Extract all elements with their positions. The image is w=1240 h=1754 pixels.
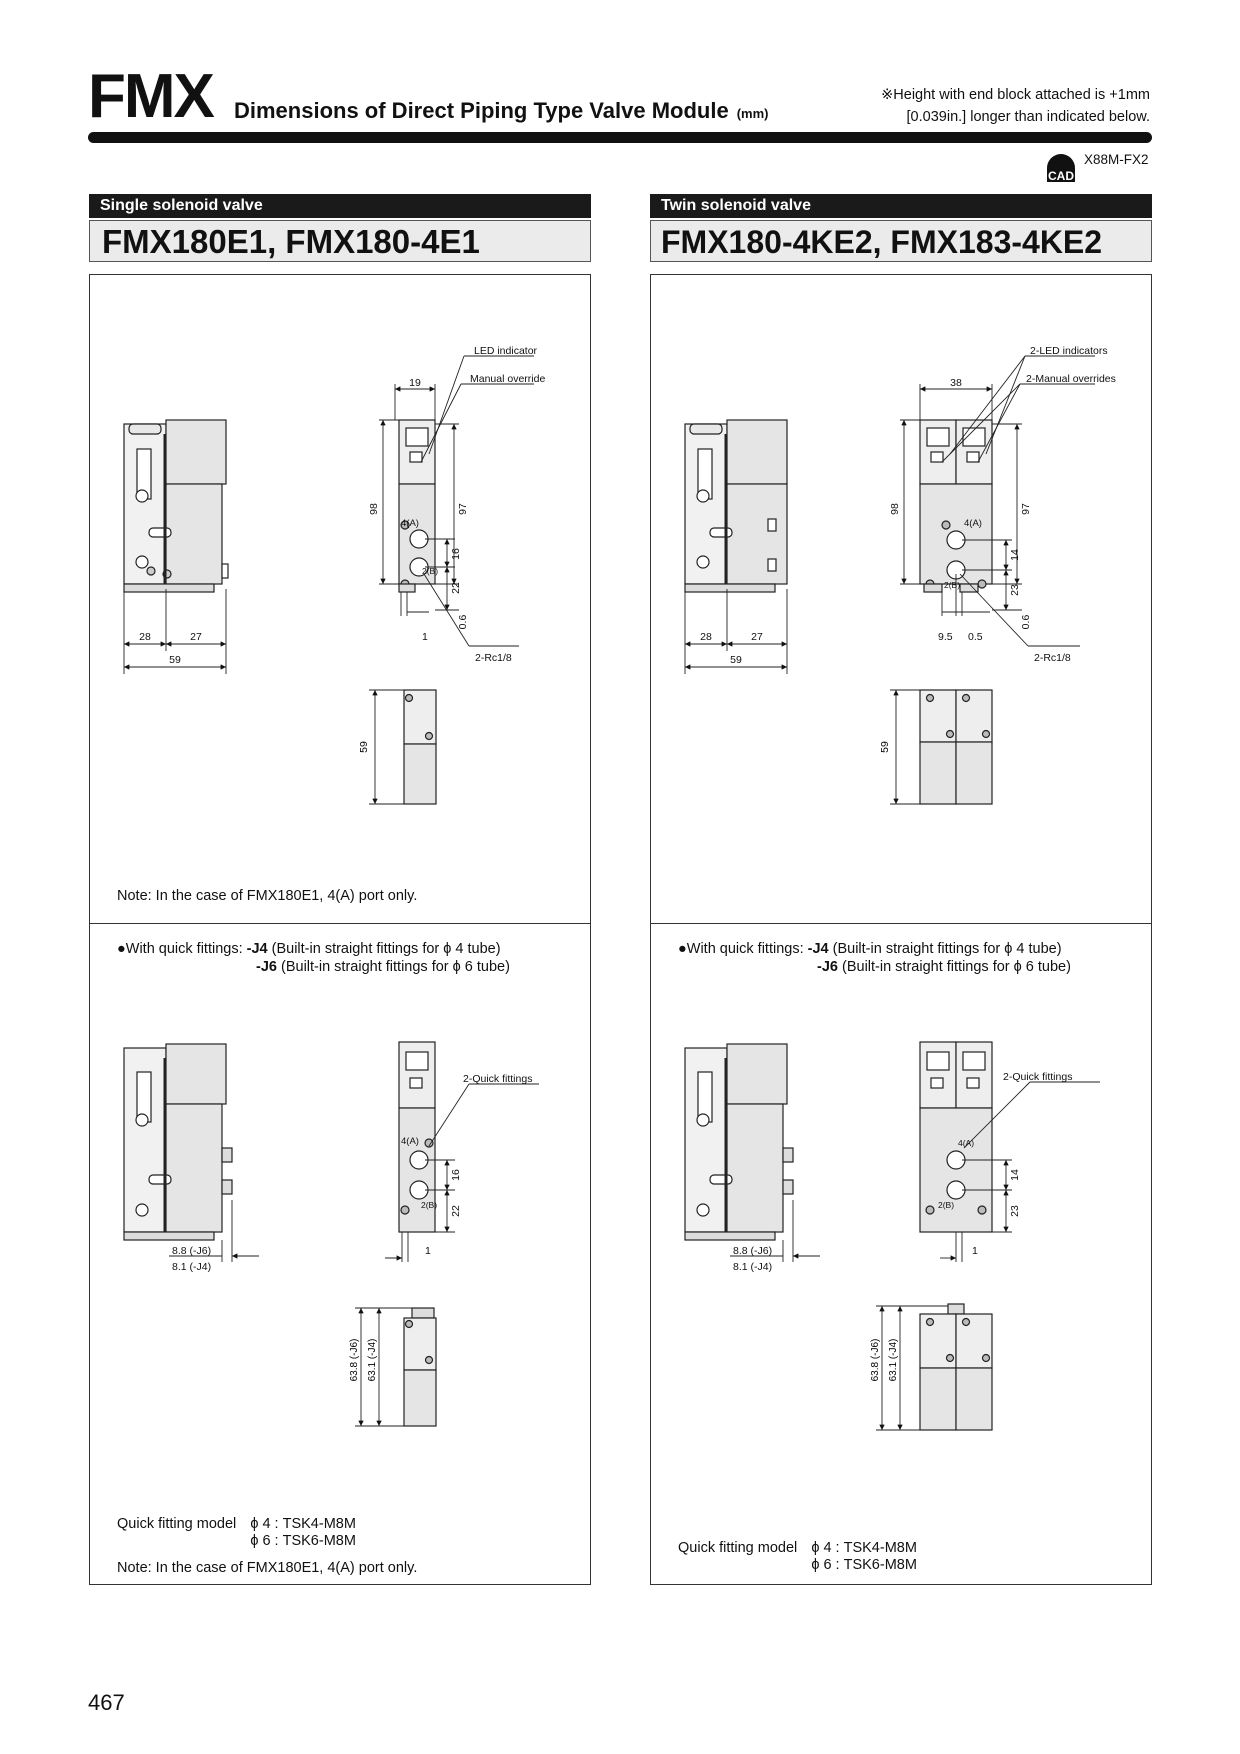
- dim-98: 98: [889, 503, 901, 515]
- port-2b-label: 2(B): [944, 580, 961, 590]
- dim-8-8: 8.8 (-J6): [733, 1245, 773, 1257]
- unit-label: (mm): [736, 106, 769, 121]
- dim-height-59: 59: [879, 741, 891, 753]
- dim-22: 22: [450, 1205, 462, 1217]
- port-2b-label: 2(B): [422, 566, 439, 576]
- port-2b-label: 2(B): [421, 1200, 438, 1210]
- j4-code: -J4: [807, 941, 829, 957]
- port-4a-label: 4(A): [401, 1136, 419, 1147]
- quick-model-6: ϕ 6 : TSK6-M8M: [811, 1557, 917, 1573]
- dim-0-6: 0.6: [1020, 614, 1032, 630]
- twin-quick-drawing: [650, 1000, 1152, 1500]
- cad-icon: [1045, 151, 1077, 183]
- port-4a-label: 4(A): [958, 1138, 975, 1148]
- j4-text: (Built-in straight fittings for ϕ 4 tube): [832, 941, 1062, 957]
- dim-97: 97: [457, 503, 469, 515]
- dim-38: 38: [950, 377, 962, 389]
- dim-16: 16: [450, 1169, 462, 1181]
- dim-height-59: 59: [358, 741, 370, 753]
- single-note-top: Note: In the case of FMX180E1, 4(A) port only.: [117, 888, 418, 904]
- single-quick-heading: [117, 940, 510, 976]
- j4-text: (Built-in straight fittings for ϕ 4 tube): [271, 941, 501, 957]
- twin-model-title: FMX180-4KE2, FMX183-4KE2: [650, 220, 1152, 262]
- dim-63-8: 63.8 (-J6): [349, 1338, 360, 1382]
- dim-8-8: 8.8 (-J6): [172, 1245, 212, 1257]
- port-2b-label: 2(B): [938, 1200, 955, 1210]
- height-note-line1: ※Height with end block attached is +1mm: [881, 87, 1150, 103]
- page-title-text: Dimensions of Direct Piping Type Valve Module: [234, 98, 729, 123]
- dim-97: 97: [1020, 503, 1032, 515]
- quick-intro: ●With quick fittings:: [117, 941, 243, 957]
- quick-model-label: Quick fitting model: [117, 1516, 237, 1532]
- quick-model-4: ϕ 4 : TSK4-M8M: [811, 1540, 917, 1556]
- j6-text: (Built-in straight fittings for ϕ 6 tube): [281, 959, 510, 975]
- dim-59: 59: [169, 654, 181, 666]
- port-rc-label: 2-Rc1/8: [1034, 652, 1071, 664]
- j6-text: (Built-in straight fittings for ϕ 6 tube): [842, 959, 1071, 975]
- dim-98: 98: [368, 503, 380, 515]
- quick-model-label: Quick fitting model: [678, 1540, 798, 1556]
- manual-override-label: Manual override: [470, 373, 546, 385]
- height-note: [850, 84, 1150, 128]
- quick-model-6: ϕ 6 : TSK6-M8M: [250, 1533, 356, 1549]
- single-drawing: [89, 274, 591, 834]
- dim-1: 1: [422, 631, 428, 643]
- port-4a-label: 4(A): [401, 518, 419, 529]
- single-quick-drawing: [89, 1000, 591, 1500]
- dim-23: 23: [1009, 1205, 1021, 1217]
- dim-27: 27: [190, 631, 202, 643]
- dim-22: 22: [450, 582, 462, 594]
- dim-8-1: 8.1 (-J4): [733, 1261, 773, 1273]
- page-title: [234, 98, 768, 124]
- dim-28: 28: [700, 631, 712, 643]
- led-indicator-label: LED indicator: [474, 345, 538, 357]
- quick-fittings-label: 2-Quick fittings: [463, 1073, 533, 1085]
- dim-9-5: 9.5: [938, 631, 953, 643]
- page-number: 467: [88, 1690, 125, 1715]
- dim-8-1: 8.1 (-J4): [172, 1261, 212, 1273]
- dim-14: 14: [1009, 549, 1021, 561]
- quick-model-4: ϕ 4 : TSK4-M8M: [250, 1516, 356, 1532]
- manual-overrides-label: 2-Manual overrides: [1026, 373, 1116, 385]
- j6-code: -J6: [817, 959, 838, 975]
- cad-icon-label: CAD: [1048, 169, 1074, 183]
- dim-16: 16: [450, 548, 462, 560]
- dim-23: 23: [1009, 584, 1021, 596]
- dim-63-8: 63.8 (-J6): [870, 1338, 881, 1382]
- dim-63-1: 63.1 (-J4): [888, 1338, 899, 1382]
- dim-19: 19: [409, 377, 421, 389]
- port-rc-label: 2-Rc1/8: [475, 652, 512, 664]
- twin-category-bar: Twin solenoid valve: [650, 194, 1152, 218]
- dim-14: 14: [1009, 1169, 1021, 1181]
- single-quick-model: [117, 1516, 356, 1550]
- single-category-bar: Single solenoid valve: [89, 194, 591, 218]
- single-note-bottom: Note: In the case of FMX180E1, 4(A) port only.: [117, 1560, 418, 1576]
- j4-code: -J4: [246, 941, 268, 957]
- dim-28: 28: [139, 631, 151, 643]
- dim-0-6: 0.6: [457, 614, 469, 630]
- quick-fittings-label: 2-Quick fittings: [1003, 1071, 1073, 1083]
- single-model-title: FMX180E1, FMX180-4E1: [89, 220, 591, 262]
- dim-59: 59: [730, 654, 742, 666]
- header-rule: [88, 132, 1152, 143]
- series-title: FMX: [88, 62, 213, 131]
- height-note-line2: [0.039in.] longer than indicated below.: [906, 109, 1150, 125]
- dim-27: 27: [751, 631, 763, 643]
- dim-0-5: 0.5: [968, 631, 983, 643]
- led-indicators-label: 2-LED indicators: [1030, 345, 1108, 357]
- dim-1: 1: [425, 1245, 431, 1257]
- port-4a-label: 4(A): [964, 518, 982, 529]
- cad-code: X88M-FX2: [1084, 152, 1149, 167]
- twin-quick-model: [678, 1540, 917, 1574]
- twin-quick-heading: [678, 940, 1071, 976]
- quick-intro: ●With quick fittings:: [678, 941, 804, 957]
- dim-1: 1: [972, 1245, 978, 1257]
- dim-63-1: 63.1 (-J4): [367, 1338, 378, 1382]
- twin-drawing: [650, 274, 1152, 834]
- j6-code: -J6: [256, 959, 277, 975]
